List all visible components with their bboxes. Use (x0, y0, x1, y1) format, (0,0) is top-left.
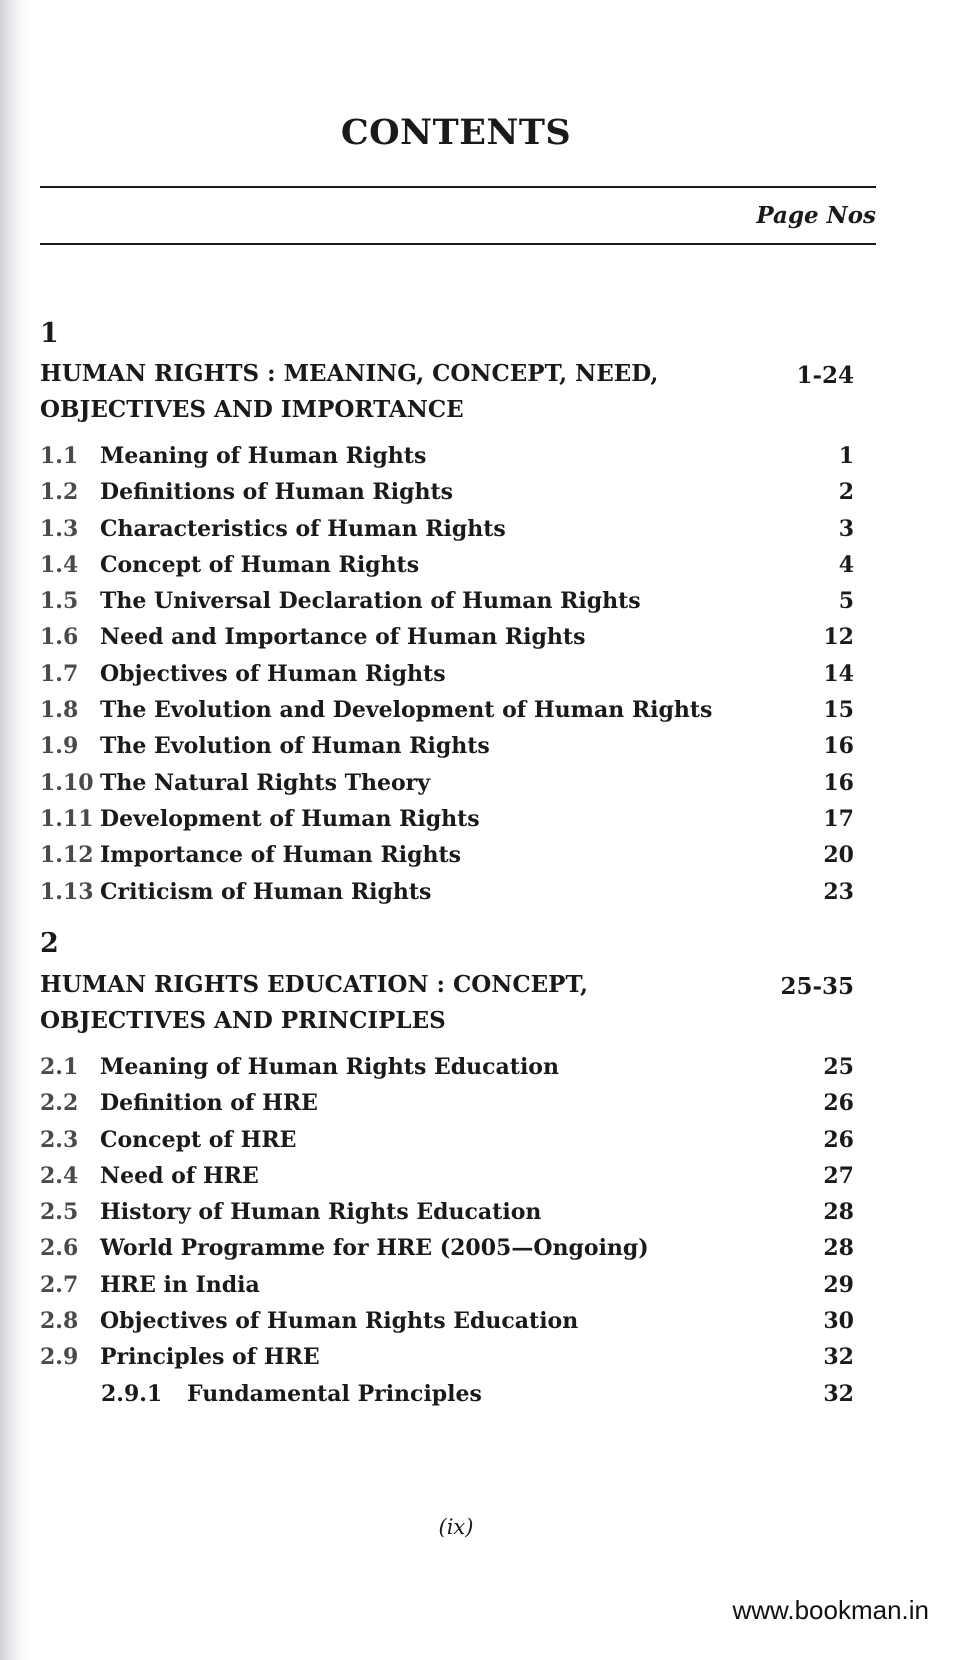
toc-entry-title: Development of Human Rights (100, 805, 480, 832)
chapter-2-title-line-1: HUMAN RIGHTS EDUCATION : CONCEPT, (40, 971, 589, 998)
toc-entry (40, 624, 854, 660)
toc-entry-page: 26 (823, 1090, 854, 1117)
toc-entry-title: History of Human Rights Education (100, 1199, 542, 1226)
toc-entry-page: 5 (838, 588, 854, 615)
toc-entry-number: 2.1 (40, 1054, 79, 1080)
toc-entry-number: 1.3 (40, 515, 79, 542)
toc-entry (40, 1054, 854, 1090)
toc-entry-number: 2.7 (40, 1271, 79, 1298)
toc-entry-title: Need and Importance of Human Rights (100, 624, 586, 651)
toc-entry (40, 697, 854, 733)
toc-entry-number: 1.4 (40, 551, 79, 578)
toc-entry-number: 1.10 (40, 769, 94, 796)
toc-entry-number: 1.7 (40, 660, 79, 687)
chapter-2-title (40, 967, 740, 1039)
toc-entry-page: 28 (823, 1235, 854, 1262)
toc-entry-number: 1.6 (40, 624, 79, 651)
toc-entry-title: The Universal Declaration of Human Rights (100, 588, 641, 615)
toc-entry-title: HRE in India (100, 1271, 260, 1298)
toc-entry (40, 1381, 854, 1417)
bottom-rule (40, 243, 876, 245)
page-folio: (ix) (438, 1515, 474, 1539)
toc-entry-number: 2.6 (40, 1235, 79, 1262)
toc-entry-number: 2.9.1 (101, 1380, 163, 1407)
toc-entry-title: Definition of HRE (100, 1090, 318, 1117)
toc-entry-page: 16 (823, 769, 854, 796)
toc-entry (40, 552, 854, 588)
toc-entry-title: Meaning of Human Rights (100, 443, 427, 469)
toc-entry-page: 2 (838, 479, 854, 506)
toc-entry-page: 20 (823, 842, 854, 869)
toc-entry-number: 2.2 (40, 1090, 79, 1117)
toc-entry-page: 12 (823, 624, 854, 651)
toc-entry-title: The Evolution and Development of Human Rights (100, 697, 713, 724)
toc-entry-page: 17 (823, 805, 854, 832)
toc-entry-title: Objectives of Human Rights Education (100, 1308, 579, 1335)
toc-entry (40, 806, 854, 842)
chapter-2-number: 2 (40, 928, 59, 959)
top-rule (40, 186, 876, 188)
toc-entry-number: 2.9 (40, 1344, 79, 1371)
chapter-2-entries (40, 1054, 854, 1417)
toc-entry-title: The Evolution of Human Rights (100, 733, 490, 760)
toc-entry (40, 770, 854, 806)
chapter-1-title (40, 356, 740, 428)
watermark-url: www.bookman.in (732, 1595, 929, 1625)
toc-entry-page: 32 (823, 1380, 854, 1407)
toc-entry-title: Definitions of Human Rights (100, 479, 453, 506)
toc-entry-title: Characteristics of Human Rights (100, 515, 506, 542)
toc-entry (40, 443, 854, 479)
chapter-2-title-line-2: OBJECTIVES AND PRINCIPLES (40, 1007, 446, 1034)
toc-entry-page: 4 (838, 551, 854, 578)
toc-entry-title: The Natural Rights Theory (100, 769, 431, 796)
toc-entry-number: 1.2 (40, 479, 79, 506)
toc-entry-page: 28 (823, 1199, 854, 1226)
toc-entry-number: 1.12 (40, 842, 94, 869)
toc-entry (40, 1344, 854, 1380)
toc-entry-title: Importance of Human Rights (100, 842, 462, 869)
toc-entry-number: 1.8 (40, 697, 79, 724)
toc-entry-title: Objectives of Human Rights (100, 660, 446, 687)
toc-entry (40, 588, 854, 624)
toc-entry-title: Concept of HRE (100, 1126, 297, 1153)
chapter-1-number: 1 (40, 318, 59, 349)
toc-entry-page: 16 (823, 733, 854, 760)
page-title: CONTENTS (340, 112, 572, 153)
toc-entry-page: 26 (823, 1126, 854, 1153)
toc-entry-page: 32 (823, 1344, 854, 1371)
toc-entry-title: Criticism of Human Rights (100, 878, 432, 905)
chapter-1-title-line-1: HUMAN RIGHTS : MEANING, CONCEPT, NEED, (40, 360, 659, 387)
toc-entry-page: 15 (823, 697, 854, 724)
chapter-2-pages: 25-35 (780, 973, 854, 1000)
toc-entry-title: Fundamental Principles (187, 1380, 482, 1407)
toc-entry (40, 733, 854, 769)
chapter-1-pages: 1-24 (796, 362, 854, 389)
toc-entry-title: World Programme for HRE (2005—Ongoing) (100, 1235, 649, 1262)
toc-entry (40, 1308, 854, 1344)
toc-entry-number: 1.1 (40, 443, 79, 469)
toc-entry (40, 661, 854, 697)
toc-entry-page: 23 (823, 878, 854, 905)
toc-entry-number: 2.8 (40, 1308, 79, 1335)
toc-entry-page: 30 (823, 1308, 854, 1335)
toc-entry-page: 1 (838, 443, 854, 469)
toc-entry-title: Concept of Human Rights (100, 551, 420, 578)
toc-entry (40, 879, 854, 915)
toc-entry-number: 2.4 (40, 1162, 79, 1189)
toc-entry-number: 2.5 (40, 1199, 79, 1226)
toc-entry-number: 1.5 (40, 588, 79, 615)
toc-entry (40, 1272, 854, 1308)
page-nos-label: Page Nos (756, 202, 876, 229)
toc-entry-number: 1.11 (40, 805, 94, 832)
toc-entry (40, 479, 854, 515)
toc-entry-page: 3 (838, 515, 854, 542)
toc-entry-number: 1.9 (40, 733, 79, 760)
toc-entry-page: 14 (823, 660, 854, 687)
toc-entry-page: 25 (823, 1054, 854, 1080)
toc-entry (40, 1163, 854, 1199)
toc-entry (40, 516, 854, 552)
chapter-1-title-line-2: OBJECTIVES AND IMPORTANCE (40, 396, 464, 423)
toc-entry (40, 842, 854, 878)
toc-entry-number: 1.13 (40, 878, 94, 905)
toc-entry-title: Principles of HRE (100, 1344, 320, 1371)
toc-entry-number: 2.3 (40, 1126, 79, 1153)
chapter-1-entries (40, 443, 854, 915)
toc-entry-page: 29 (823, 1271, 854, 1298)
toc-entry-title: Meaning of Human Rights Education (100, 1054, 559, 1080)
toc-entry (40, 1199, 854, 1235)
toc-entry (40, 1235, 854, 1271)
toc-entry-page: 27 (823, 1162, 854, 1189)
toc-entry (40, 1090, 854, 1126)
toc-entry (40, 1127, 854, 1163)
toc-entry-title: Need of HRE (100, 1162, 259, 1189)
